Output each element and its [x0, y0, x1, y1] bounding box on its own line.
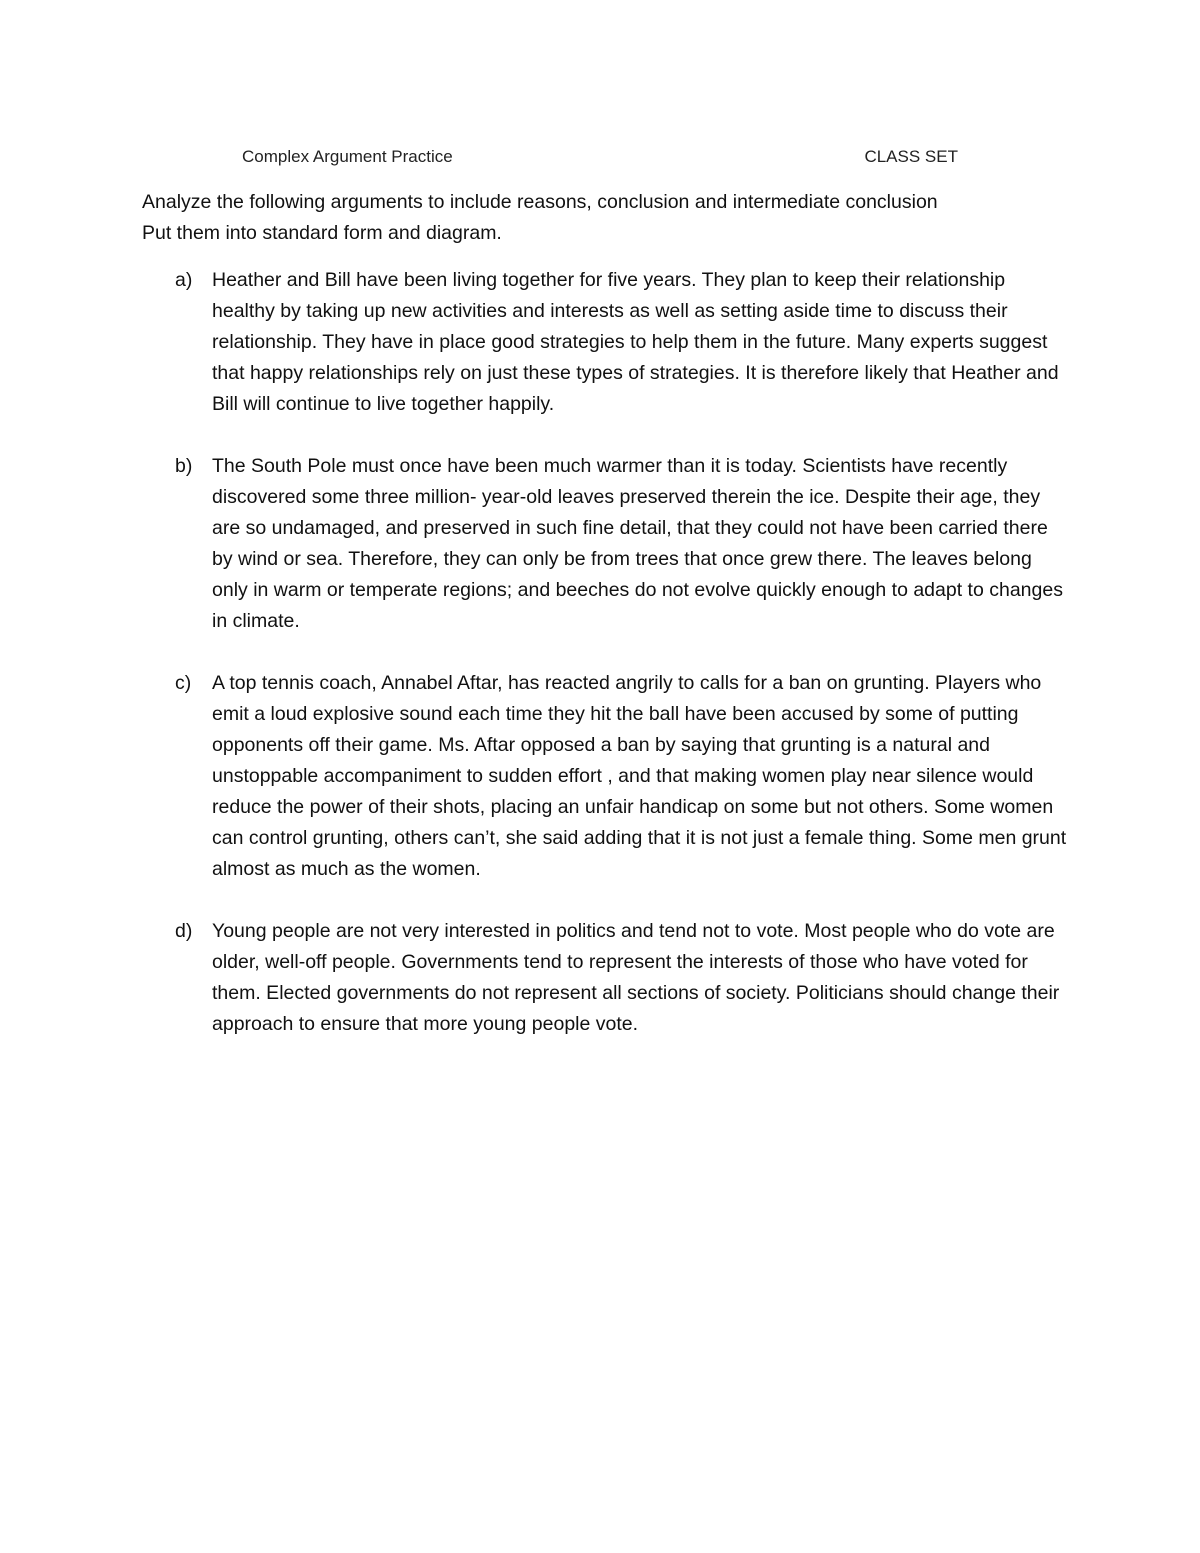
instructions: [142, 187, 1082, 249]
document-title: Complex Argument Practice: [242, 147, 453, 166]
argument-marker: c): [175, 672, 192, 694]
argument-text: A top tennis coach, Annabel Aftar, has reacted angrily to calls for a ban on grunting. Players who emit a loud explosive sound each time they hit the ball have been accused by some of putting opponents off their game. Ms. Aftar opposed a ban by saying that grunting is a natural and unstoppable accompaniment to sudden effort , and that making women play near silence would reduce the power of their shots, placing an unfair handicap on some but not others. Some women can control grunting, others can’t, she said adding that it is not just a female thing. Some men grunt almost as much as the women.: [212, 672, 1067, 880]
class-set-label: CLASS SET: [864, 147, 958, 166]
argument-text: Young people are not very interested in politics and tend not to vote. Most people who do vote are older, well-off people. Governments tend to represent the interests of those who have voted for them. Elected governments do not represent all sections of society. Politicians should change their approach to ensure that more young people vote.: [212, 920, 1060, 1035]
argument-item-c: [142, 668, 1082, 885]
argument-text: The South Pole must once have been much warmer than it is today. Scientists have recently discovered some three million- year-old leaves preserved therein the ice. Despite their age, they are so undamaged, and preserved in such fine detail, that they could not have been carried there by wind or sea. Therefore, they can only be from trees that once grew there. The leaves belong only in warm or temperate regions; and beeches do not evolve quickly enough to adapt to changes in climate.: [212, 455, 1063, 632]
argument-item-b: [142, 451, 1082, 637]
argument-text: Heather and Bill have been living together for five years. They plan to keep their relationship healthy by taking up new activities and interests as well as setting aside time to discuss their relationship. They have in place good strategies to help them in the future. Many experts suggest that happy relationships rely on just these types of strategies. It is therefore likely that Heather and Bill will continue to live together happily.: [212, 269, 1059, 415]
page-header: [242, 144, 958, 170]
argument-item-a: [142, 265, 1082, 420]
argument-marker: d): [175, 920, 193, 942]
instructions-line-2: Put them into standard form and diagram.: [142, 222, 502, 244]
instructions-line-1: Analyze the following arguments to include reasons, conclusion and intermediate conclusion: [142, 191, 938, 213]
argument-list: [142, 265, 1082, 1071]
argument-item-d: [142, 916, 1082, 1040]
argument-marker: b): [175, 455, 193, 477]
argument-marker: a): [175, 269, 193, 291]
